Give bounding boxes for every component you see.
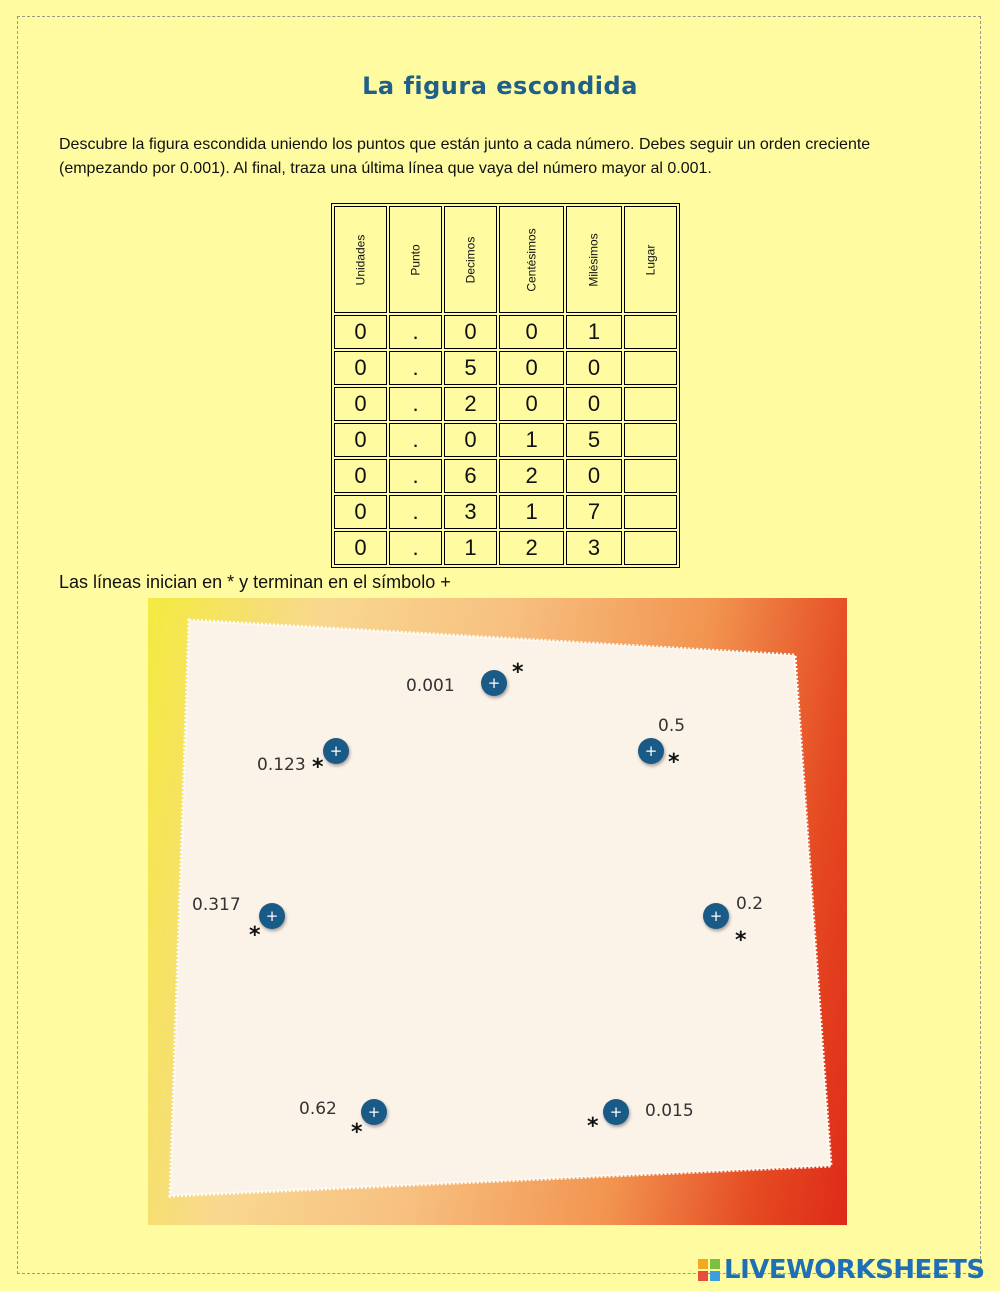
header-decimos: Decimos	[444, 206, 497, 313]
liveworksheets-logo	[698, 1256, 985, 1284]
cell-decimos: 0	[444, 315, 497, 349]
point-star-062[interactable]: *	[351, 1120, 363, 1145]
point-label-0001: 0.001	[406, 676, 455, 696]
cell-unidades: 0	[334, 315, 387, 349]
cell-decimos: 2	[444, 387, 497, 421]
cell-lugar-input[interactable]	[624, 459, 677, 493]
point-label-0317: 0.317	[192, 895, 241, 915]
point-label-0015: 0.015	[645, 1101, 694, 1121]
point-dot-0015[interactable]: +	[603, 1099, 629, 1125]
logo-squares-icon	[698, 1259, 720, 1281]
cell-lugar-input[interactable]	[624, 531, 677, 565]
cell-unidades: 0	[334, 351, 387, 385]
cell-punto: .	[389, 387, 442, 421]
cell-unidades: 0	[334, 459, 387, 493]
cell-lugar-input[interactable]	[624, 351, 677, 385]
cell-unidades: 0	[334, 423, 387, 457]
cell-lugar-input[interactable]	[624, 423, 677, 457]
place-value-table	[331, 203, 680, 568]
cell-milesimos: 5	[566, 423, 621, 457]
logo-square	[698, 1259, 708, 1269]
header-lugar: Lugar	[624, 206, 677, 313]
point-star-02[interactable]: *	[735, 928, 747, 953]
logo-square	[698, 1271, 708, 1281]
rule-text: Las líneas inician en * y terminan en el símbolo +	[59, 572, 451, 592]
table-row	[334, 315, 677, 349]
point-star-0015[interactable]: *	[587, 1114, 599, 1139]
point-star-0001[interactable]: *	[512, 660, 524, 685]
cell-milesimos: 0	[566, 459, 621, 493]
cell-punto: .	[389, 531, 442, 565]
cell-punto: .	[389, 495, 442, 529]
cell-milesimos: 0	[566, 387, 621, 421]
header-unidades: Unidades	[334, 206, 387, 313]
cell-punto: .	[389, 315, 442, 349]
cell-centesimos: 1	[499, 495, 564, 529]
cell-decimos: 6	[444, 459, 497, 493]
cell-centesimos: 0	[499, 315, 564, 349]
logo-text: LIVEWORKSHEETS	[724, 1255, 985, 1285]
cell-centesimos: 0	[499, 387, 564, 421]
cell-decimos: 5	[444, 351, 497, 385]
point-star-05[interactable]: *	[668, 750, 680, 775]
header-punto: Punto	[389, 206, 442, 313]
header-milesimos: Milésimos	[566, 206, 621, 313]
cell-punto: .	[389, 459, 442, 493]
logo-square	[710, 1271, 720, 1281]
cell-decimos: 3	[444, 495, 497, 529]
point-star-0317[interactable]: *	[249, 923, 261, 948]
cell-centesimos: 2	[499, 531, 564, 565]
cell-milesimos: 0	[566, 351, 621, 385]
table-row	[334, 423, 677, 457]
cell-punto: .	[389, 423, 442, 457]
point-label-0123: 0.123	[257, 755, 306, 775]
point-dot-0317[interactable]: +	[259, 903, 285, 929]
cell-decimos: 1	[444, 531, 497, 565]
page-title: La figura escondida	[362, 72, 638, 100]
point-label-02: 0.2	[736, 894, 764, 914]
point-dot-0123[interactable]: +	[323, 738, 349, 764]
point-dot-05[interactable]: +	[638, 738, 664, 764]
cell-unidades: 0	[334, 387, 387, 421]
cell-centesimos: 2	[499, 459, 564, 493]
table-row	[334, 495, 677, 529]
point-dot-0001[interactable]: +	[481, 670, 507, 696]
cell-centesimos: 1	[499, 423, 564, 457]
cell-milesimos: 3	[566, 531, 621, 565]
point-star-0123[interactable]: *	[312, 755, 324, 780]
cell-centesimos: 0	[499, 351, 564, 385]
cell-lugar-input[interactable]	[624, 495, 677, 529]
point-label-05: 0.5	[658, 716, 686, 736]
table-row	[334, 459, 677, 493]
cell-unidades: 0	[334, 495, 387, 529]
cell-punto: .	[389, 351, 442, 385]
table-header-row	[334, 206, 677, 313]
cell-lugar-input[interactable]	[624, 387, 677, 421]
instructions-text: Descubre la figura escondida uniendo los puntos que están junto a cada número. Debes seguir un orden creciente (empezando por 0.001). Al final, traza una última línea que vaya del número mayor al 0.001.	[59, 136, 871, 177]
cell-unidades: 0	[334, 531, 387, 565]
point-dot-02[interactable]: +	[703, 903, 729, 929]
table-row	[334, 351, 677, 385]
point-label-062: 0.62	[299, 1099, 337, 1119]
point-dot-062[interactable]: +	[361, 1099, 387, 1125]
dot-puzzle	[148, 598, 847, 1225]
cell-milesimos: 1	[566, 315, 621, 349]
cell-milesimos: 7	[566, 495, 621, 529]
table-row	[334, 387, 677, 421]
header-centesimos: Centésimos	[499, 206, 564, 313]
cell-decimos: 0	[444, 423, 497, 457]
table-row	[334, 531, 677, 565]
cell-lugar-input[interactable]	[624, 315, 677, 349]
logo-square	[710, 1259, 720, 1269]
